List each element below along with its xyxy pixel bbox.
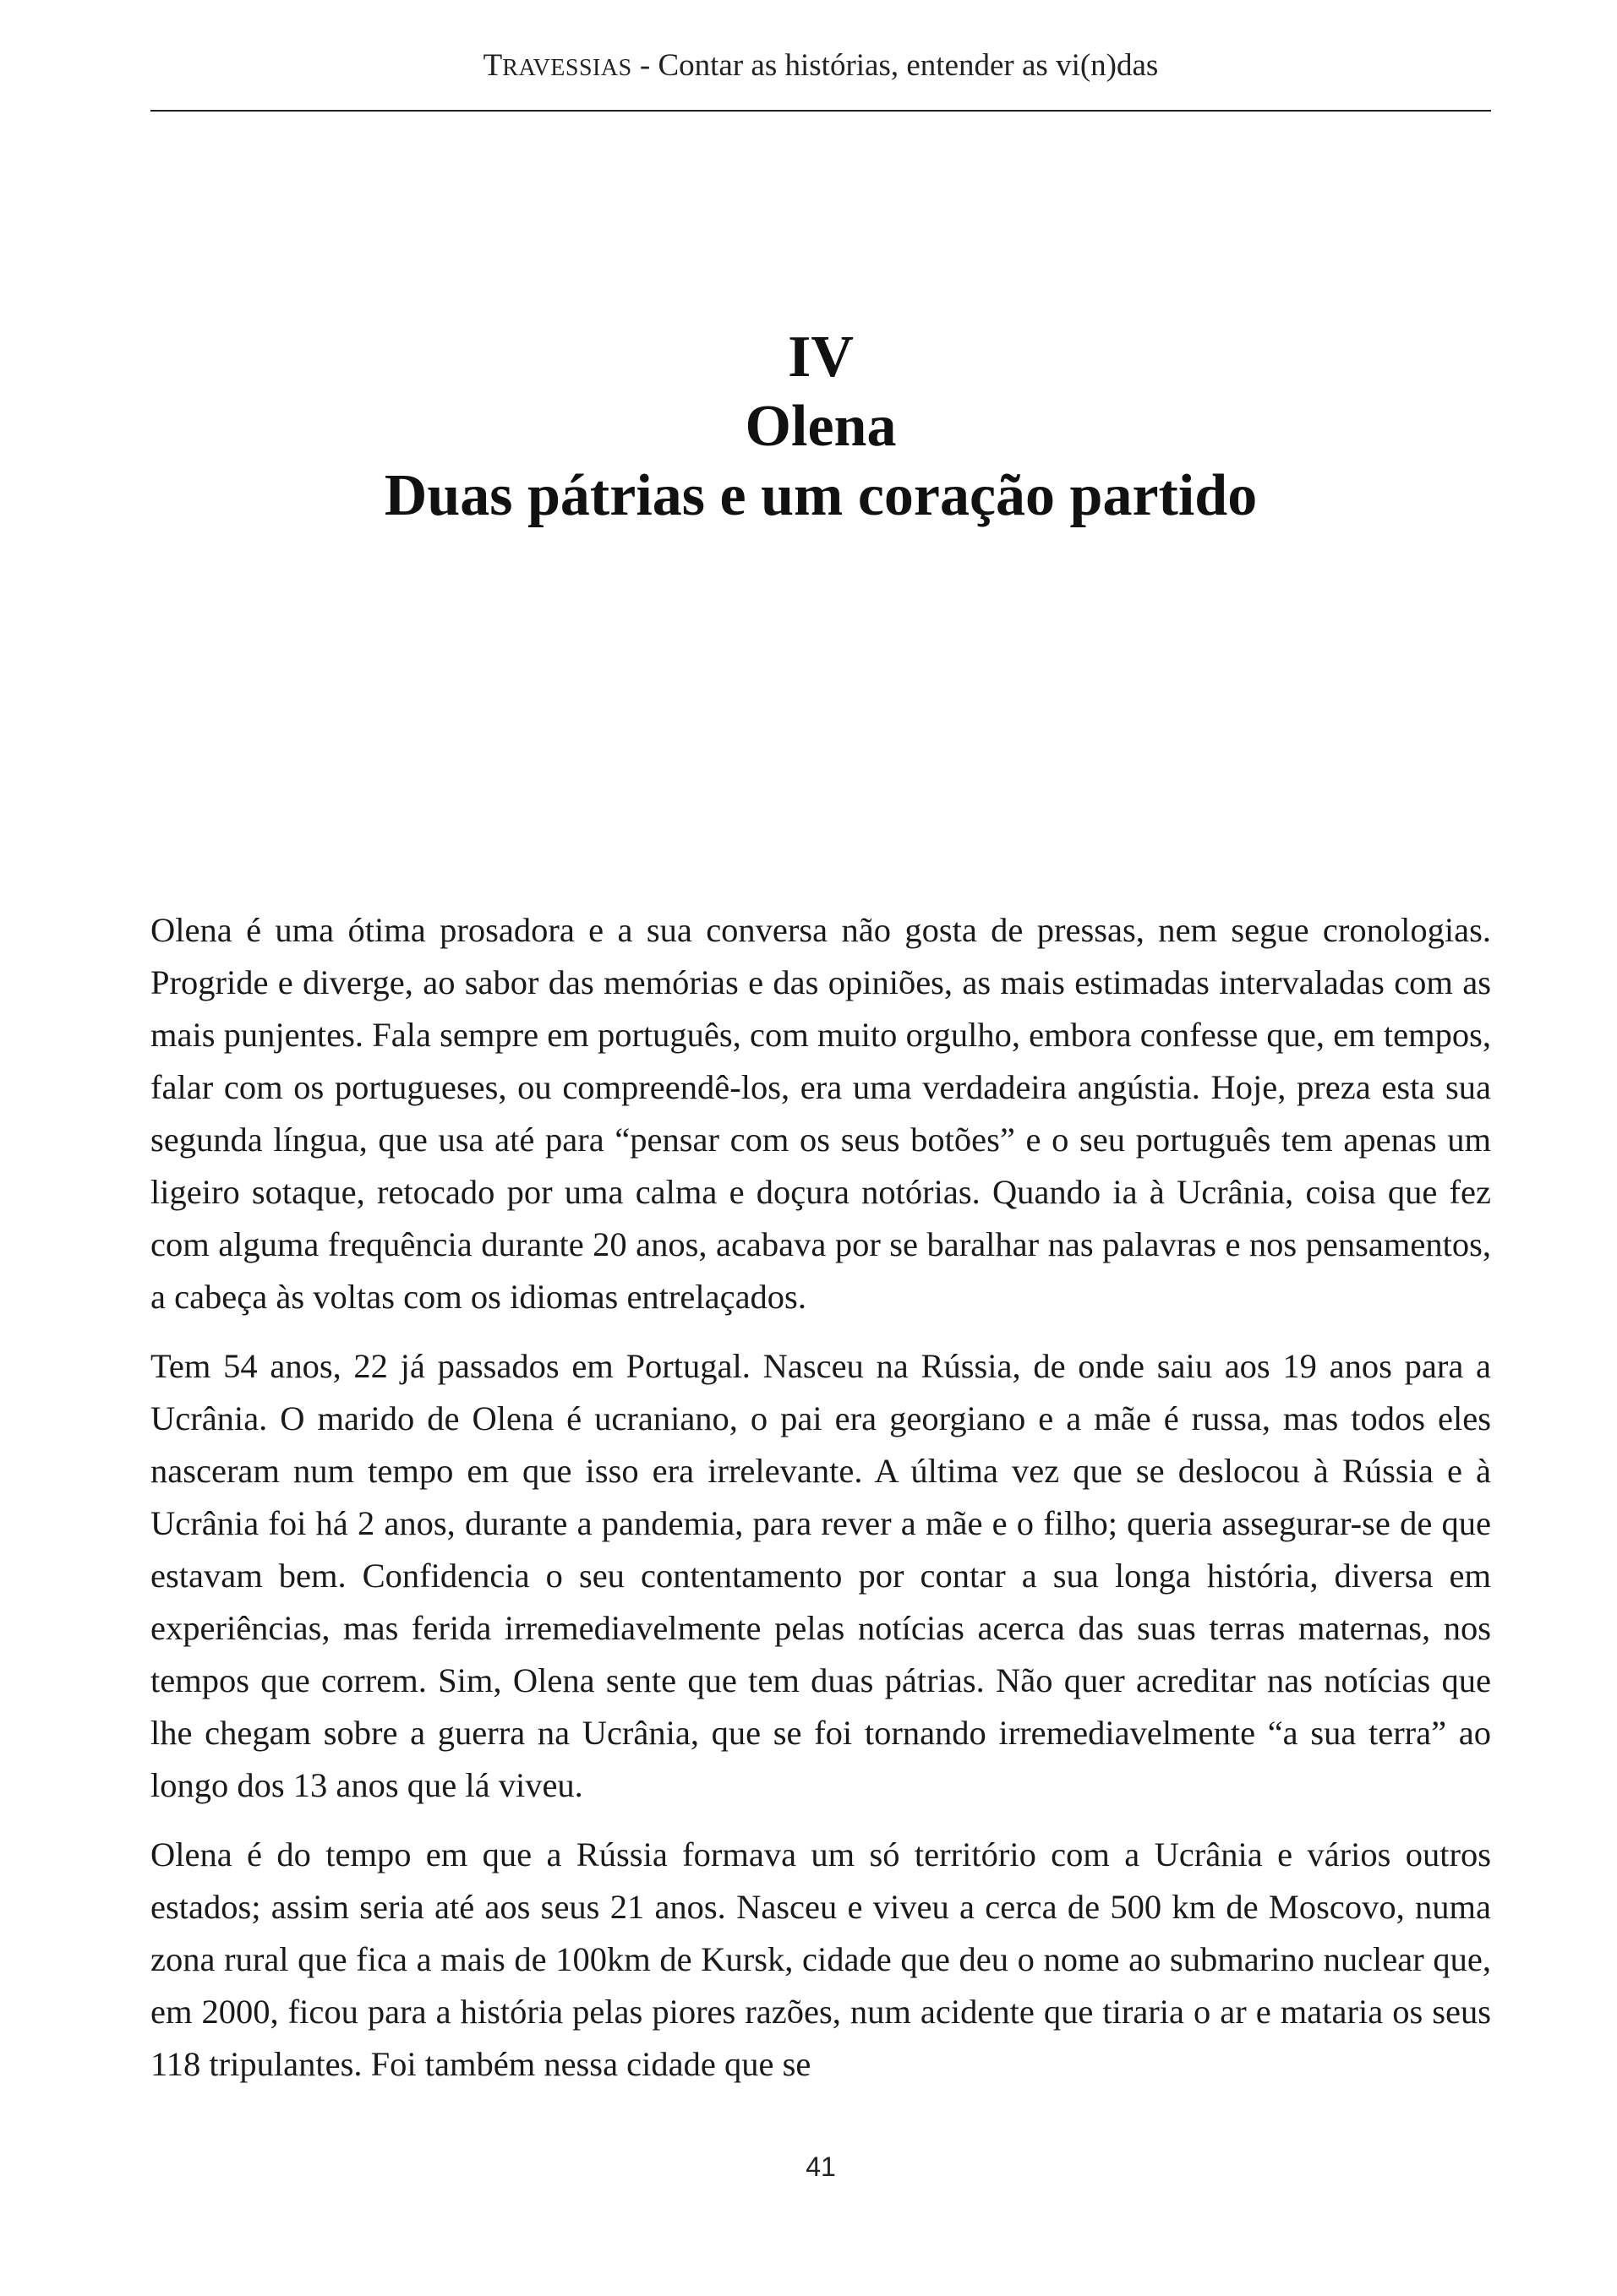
header-initial: T: [483, 48, 503, 83]
paragraph-1: Olena é uma ótima prosadora e a sua conversa não gosta de pressas, nem segue cronologias. Progride e diverge, ao sabor das memórias e das opiniões, as mais estimadas intervaladas com as mais punjentes. Fala sempre em português, com muito orgulho, embora confesse que, em tempos, falar com os portugueses, ou compreendê-los, era uma verdadeira angústia. Hoje, preza esta sua segunda língua, que usa até para “pensar com os seus botões” e o seu português tem apenas um ligeiro sotaque, retocado por uma calma e doçura notórias. Quando ia à Ucrânia, coisa que fez com alguma frequência durante 20 anos, acabava por se baralhar nas palavras e nos pensamentos, a cabeça às voltas com os idiomas entrelaçados.: [150, 911, 1491, 1316]
chapter-subtitle: Duas pátrias e um coração partido: [384, 463, 1258, 528]
paragraph-2: Tem 54 anos, 22 já passados em Portugal. Nasceu na Rússia, de onde saiu aos 19 anos para a Ucrânia. O marido de Olena é ucraniano, o pai era georgiano e a mãe é russa, mas todos eles nasceram num tempo em que isso era irrelevante. A última vez que se deslocou à Rússia e à Ucrânia foi há 2 anos, durante a pandemia, para rever a mãe e o filho; queria assegurar-se de que estavam bem. Confidencia o seu contentamento por contar a sua longa história, diversa em experiências, mas ferida irremediavelmente pelas notícias acerca das suas terras maternas, nos tempos que correm. Sim, Olena sente que tem duas pátrias. Não quer acreditar nas notícias que lhe chegam sobre a guerra na Ucrânia, que se foi tornando irremediavelmente “a sua terra” ao longo dos 13 anos que lá viveu.: [150, 1347, 1491, 1804]
chapter-heading: [150, 323, 1491, 531]
header-small-caps: RAVESSIAS: [502, 55, 632, 81]
body-text: [150, 904, 1491, 2108]
page-number: 41: [806, 2151, 836, 2182]
header-subtitle: - Contar as histórias, entender as vi(n)das: [631, 48, 1159, 83]
header-rule: [150, 110, 1491, 112]
chapter-name: Olena: [745, 394, 897, 459]
chapter-number: IV: [788, 324, 854, 390]
paragraph-3: Olena é do tempo em que a Rússia formava um só território com a Ucrânia e vários outros estados; assim seria até aos seus 21 anos. Nasceu e viveu a cerca de 500 km de Moscovo, numa zona rural que fica a mais de 100km de Kursk, cidade que deu o nome ao submarino nuclear que, em 2000, ficou para a história pelas piores razões, num acidente que tiraria o ar e mataria os seus 118 tripulantes. Foi também nessa cidade que se: [150, 1835, 1491, 2083]
running-header: [150, 47, 1491, 87]
